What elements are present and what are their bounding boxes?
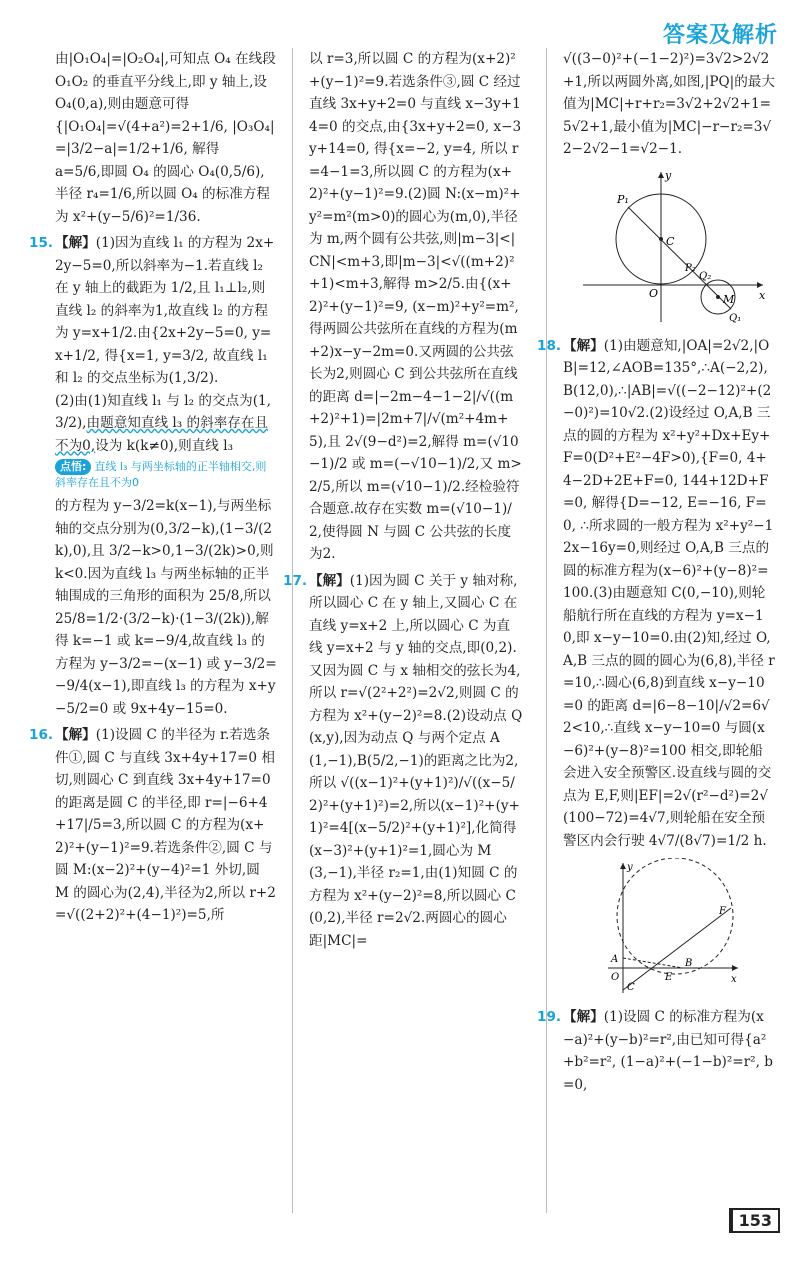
label-a: A bbox=[611, 954, 619, 965]
question-17 bbox=[283, 570, 523, 953]
question-19 bbox=[537, 1006, 775, 1096]
question-number: 18. bbox=[537, 337, 562, 354]
circles-figure bbox=[573, 167, 773, 327]
label-x: x bbox=[731, 974, 737, 985]
label-q1: Q₁ bbox=[729, 312, 742, 324]
answer-text: 设为 k(k≠0),则直线 l₃ bbox=[95, 437, 234, 454]
tip-label: 点悟: bbox=[55, 459, 91, 475]
label-o: O bbox=[649, 286, 659, 300]
line-pq bbox=[628, 207, 731, 309]
label-p1: P₁ bbox=[617, 192, 629, 206]
paragraph: {|O₁O₄|=√(4+a²)=2+1/6, |O₃O₄|=|3/2−a|=1/2+1/6, 解得 bbox=[55, 118, 275, 157]
ship-route bbox=[623, 908, 731, 990]
answer-tag: 【解】 bbox=[55, 727, 96, 743]
page-header: 答案及解析 bbox=[662, 23, 778, 48]
answer-tag: 【解】 bbox=[309, 572, 350, 589]
paragraph: 以 r=3,所以圆 C 的方程为(x+2)²+(y−1)²=9.若选条件③,圆 C 经过直线 3x+y+2=0 与直线 x−3y+14=0 的交点,由{3x+y+2=0, x−3y+14=0, 得{x=−2, y=4, 所以 r=4−1=3,所以圆 C 的方程为(x+2)²+(y−1)²=9.(2)圆 N:(x−m)²+y²=m²(m>0)的圆心为(m,0),半径为 m,两个圆有公共弦,则|m−3|<|CN|<m+3,即|m−3|<√((m+2)²+1)<m+3,解得 m>2/5.由{(x+2)²+(y−1)²=9, (x−m)²+y²=m², 得两圆公共弦所在直线的方程为(m+2)x−y−2m=0.又两圆的公共弦长为2,则圆心 C 到公共弦所在直线的距离 d=|−2m−4−1−2|/√((m+2)²+1)=|2m+7|/√(m²+4m+5),且 2√(9−d²)=2,解得 m=(√10−1)/2 或 m=(−√10−1)/2,又 m>2/5,所以 m=(√10−1)/2.经检验符合题意.故存在实数 m=(√10−1)/2,使得圆 N 与圆 C 公共弦的长度为2. bbox=[309, 51, 522, 562]
answer-tag: 【解】 bbox=[563, 1009, 604, 1025]
paragraph: 由|O₁O₄|=|O₂O₄|,可知点 O₄ 在线段 O₁O₂ 的垂直平分线上,即 y 轴上,设 O₄(0,a),则由题意可得 bbox=[55, 51, 276, 112]
tip-note bbox=[55, 459, 277, 491]
question-number: 16. bbox=[29, 727, 54, 743]
tip-text: 直线 l₃ 与两坐标轴的正半轴相交,则斜率存在且不为0 bbox=[55, 460, 267, 489]
label-c: C bbox=[666, 234, 675, 248]
label-y: y bbox=[665, 168, 672, 182]
warning-circle bbox=[617, 858, 733, 974]
label-q2: Q₂ bbox=[699, 270, 712, 282]
paragraph: √((3−0)²+(−1−2)²)=3√2>2√2+1,所以两圆外离,如图,|PQ|的最大值为|MC|+r+r₂=3√2+2√2+1=5√2+1,最小值为|MC|−r−r₂=3√2−2√2−1=√2−1. bbox=[563, 51, 775, 157]
page-number: 153 bbox=[729, 1208, 780, 1233]
label-f: F bbox=[719, 906, 726, 917]
paragraph bbox=[55, 390, 277, 458]
question-16 bbox=[29, 724, 277, 927]
segment-ab bbox=[623, 958, 683, 968]
label-o: O bbox=[611, 972, 620, 983]
warning-zone-figure bbox=[603, 858, 743, 998]
column-divider bbox=[546, 48, 547, 1213]
paragraph: 的方程为 y−3/2=k(x−1),与两坐标轴的交点分别为(0,3/2−k),(1−3/(2k),0),且 3/2−k>0,1−3/(2k)>0,则 k<0.因为直线 l₃ 与两坐标轴的正半轴围成的三角形的面积为 25/8,所以 25/8=1/2·(3/2−k)·(1−3/(2k)),解得 k=−1 或 k=−9/4,故直线 l₃ 的方程为 y−3/2=−(x−1) 或 y−3/2=−9/4(x−1),即直线 l₃ 的方程为 x+y−5/2=0 或 9x+4y−15=0. bbox=[55, 498, 277, 717]
column-left bbox=[29, 48, 277, 927]
label-x: x bbox=[759, 288, 766, 302]
label-p2: P₂ bbox=[685, 262, 696, 274]
answer-text: (1)由题意知,|OA|=2√2,|OB|=12,∠AOB=135°,∴A(−2,2),B(12,0),∴|AB|=√((−2−12)²+(2−0)²)=10√2.(2)设经过 O,A,B 三点的圆的方程为 x²+y²+Dx+Ey+F=0(D²+E²−4F>0),{F=0, 4+4−2D+2E+F=0, 144+12D+F=0, 解得{D=−12, E=−16, F=0, ∴所求圆的一般方程为 x²+y²−12x−16y=0,则经过 O,A,B 三点的圆的标准方程为(x−6)²+(y−8)²=100.(3)由题意知 C(0,−10),则轮船航行所在直线的方程为 y=x−10,即 x−y−10=0.由(2)知,经过 O,A,B 三点的圆的圆心为(6,8),半径 r=10,∴圆心(6,8)到直线 x−y−10=0 的距离 d=|6−8−10|/√2=6√2<10,∴直线 x−y−10=0 与圆(x−6)²+(y−8)²=100 相交,即轮船会进入安全预警区.设直线与圆的交点为 E,F,则|EF|=2√(r²−d²)=2√(100−72)=4√7,则轮船在安全预警区内会行驶 4√7/(8√7)=1/2 h. bbox=[563, 337, 775, 849]
question-number: 17. bbox=[283, 572, 308, 589]
highlighted-text: 由题意知直线 l₃ 的斜率存在且不为0, bbox=[55, 415, 269, 454]
paragraph: a=5/6,即圆 O₄ 的圆心 O₄(0,5/6),半径 r₄=1/6,所以圆 O₄ 的标准方程为 x²+(y−5/6)²=1/36. bbox=[55, 163, 271, 225]
column-divider bbox=[292, 48, 293, 1213]
answer-tag: 【解】 bbox=[55, 235, 96, 251]
answer-text: (1)因为圆 C 关于 y 轴对称,所以圆心 C 在 y 轴上,又圆心 C 在直线 y=x+2 上,所以圆心 C 为直线 y=x+2 与 y 轴的交点,即(0,2).又因为圆 C 与 x 轴相交的弦长为4,所以 r=√(2²+2²)=2√2,则圆 C 的方程为 x²+(y−2)²=8.(2)设动点 Q(x,y),因为动点 Q 与两个定点 A(1,−1),B(5/2,−1)的距离之比为2,所以 √((x−1)²+(y+1)²)/√((x−5/2)²+(y+1)²)=2,所以(x−1)²+(y+1)²=4[(x−5/2)²+(y+1)²],化简得(x−3)²+(y+1)²=1,圆心为 M(3,−1),半径 r₂=1,由(1)知圆 C 的方程为 x²+(y−2)²=8,所以圆心 C(0,2),半径 r=2√2.两圆心的圆心距|MC|= bbox=[309, 572, 523, 949]
question-number: 19. bbox=[537, 1009, 562, 1025]
label-e: E bbox=[665, 972, 673, 983]
question-number: 15. bbox=[29, 235, 54, 251]
label-y: y bbox=[627, 862, 633, 873]
question-18 bbox=[537, 335, 775, 853]
column-right bbox=[537, 48, 775, 1096]
label-m: M bbox=[723, 292, 735, 306]
label-b: B bbox=[685, 958, 693, 969]
answer-tag: 【解】 bbox=[563, 337, 604, 354]
answer-text: (1)设圆 C 的标准方程为(x−a)²+(y−b)²=r²,由已知可得{a²+b²=r², (1−a)²+(−1−b)²=r², b=0, bbox=[563, 1009, 773, 1093]
label-c: C bbox=[627, 982, 635, 993]
column-middle bbox=[283, 48, 523, 952]
answer-text: (2)由(1)知直线 l₁ 与 l₂ 的交点为(1,3/2), bbox=[55, 392, 272, 431]
answer-text: (1)设圆 C 的半径为 r.若选条件①,圆 C 与直线 3x+4y+17=0 相切,则圆心 C 到直线 3x+4y+17=0 的距离是圆 C 的半径,即 r=|−6+4+17|/5=3,所以圆 C 的方程为(x+2)²+(y−1)²=9.若选条件②,圆 C 与圆 M:(x−2)²+(y−4)²=1 外切,圆 M 的圆心为(2,4),半径为2,所以 r+2=√((2+2)²+(4−1)²)=5,所 bbox=[55, 727, 276, 923]
question-15 bbox=[29, 232, 277, 390]
answer-text: (1)因为直线 l₁ 的方程为 2x+2y−5=0,所以斜率为−1.若直线 l₂ 在 y 轴上的截距为 1/2,且 l₁⊥l₂,则直线 l₂ 的斜率为1,故直线 l₂ 的方程为 y=x+1/2.由{2x+2y−5=0, y=x+1/2, 得{x=1, y=3/2, 故直线 l₁ 和 l₂ 的交点坐标为(1,3/2). bbox=[55, 235, 275, 386]
